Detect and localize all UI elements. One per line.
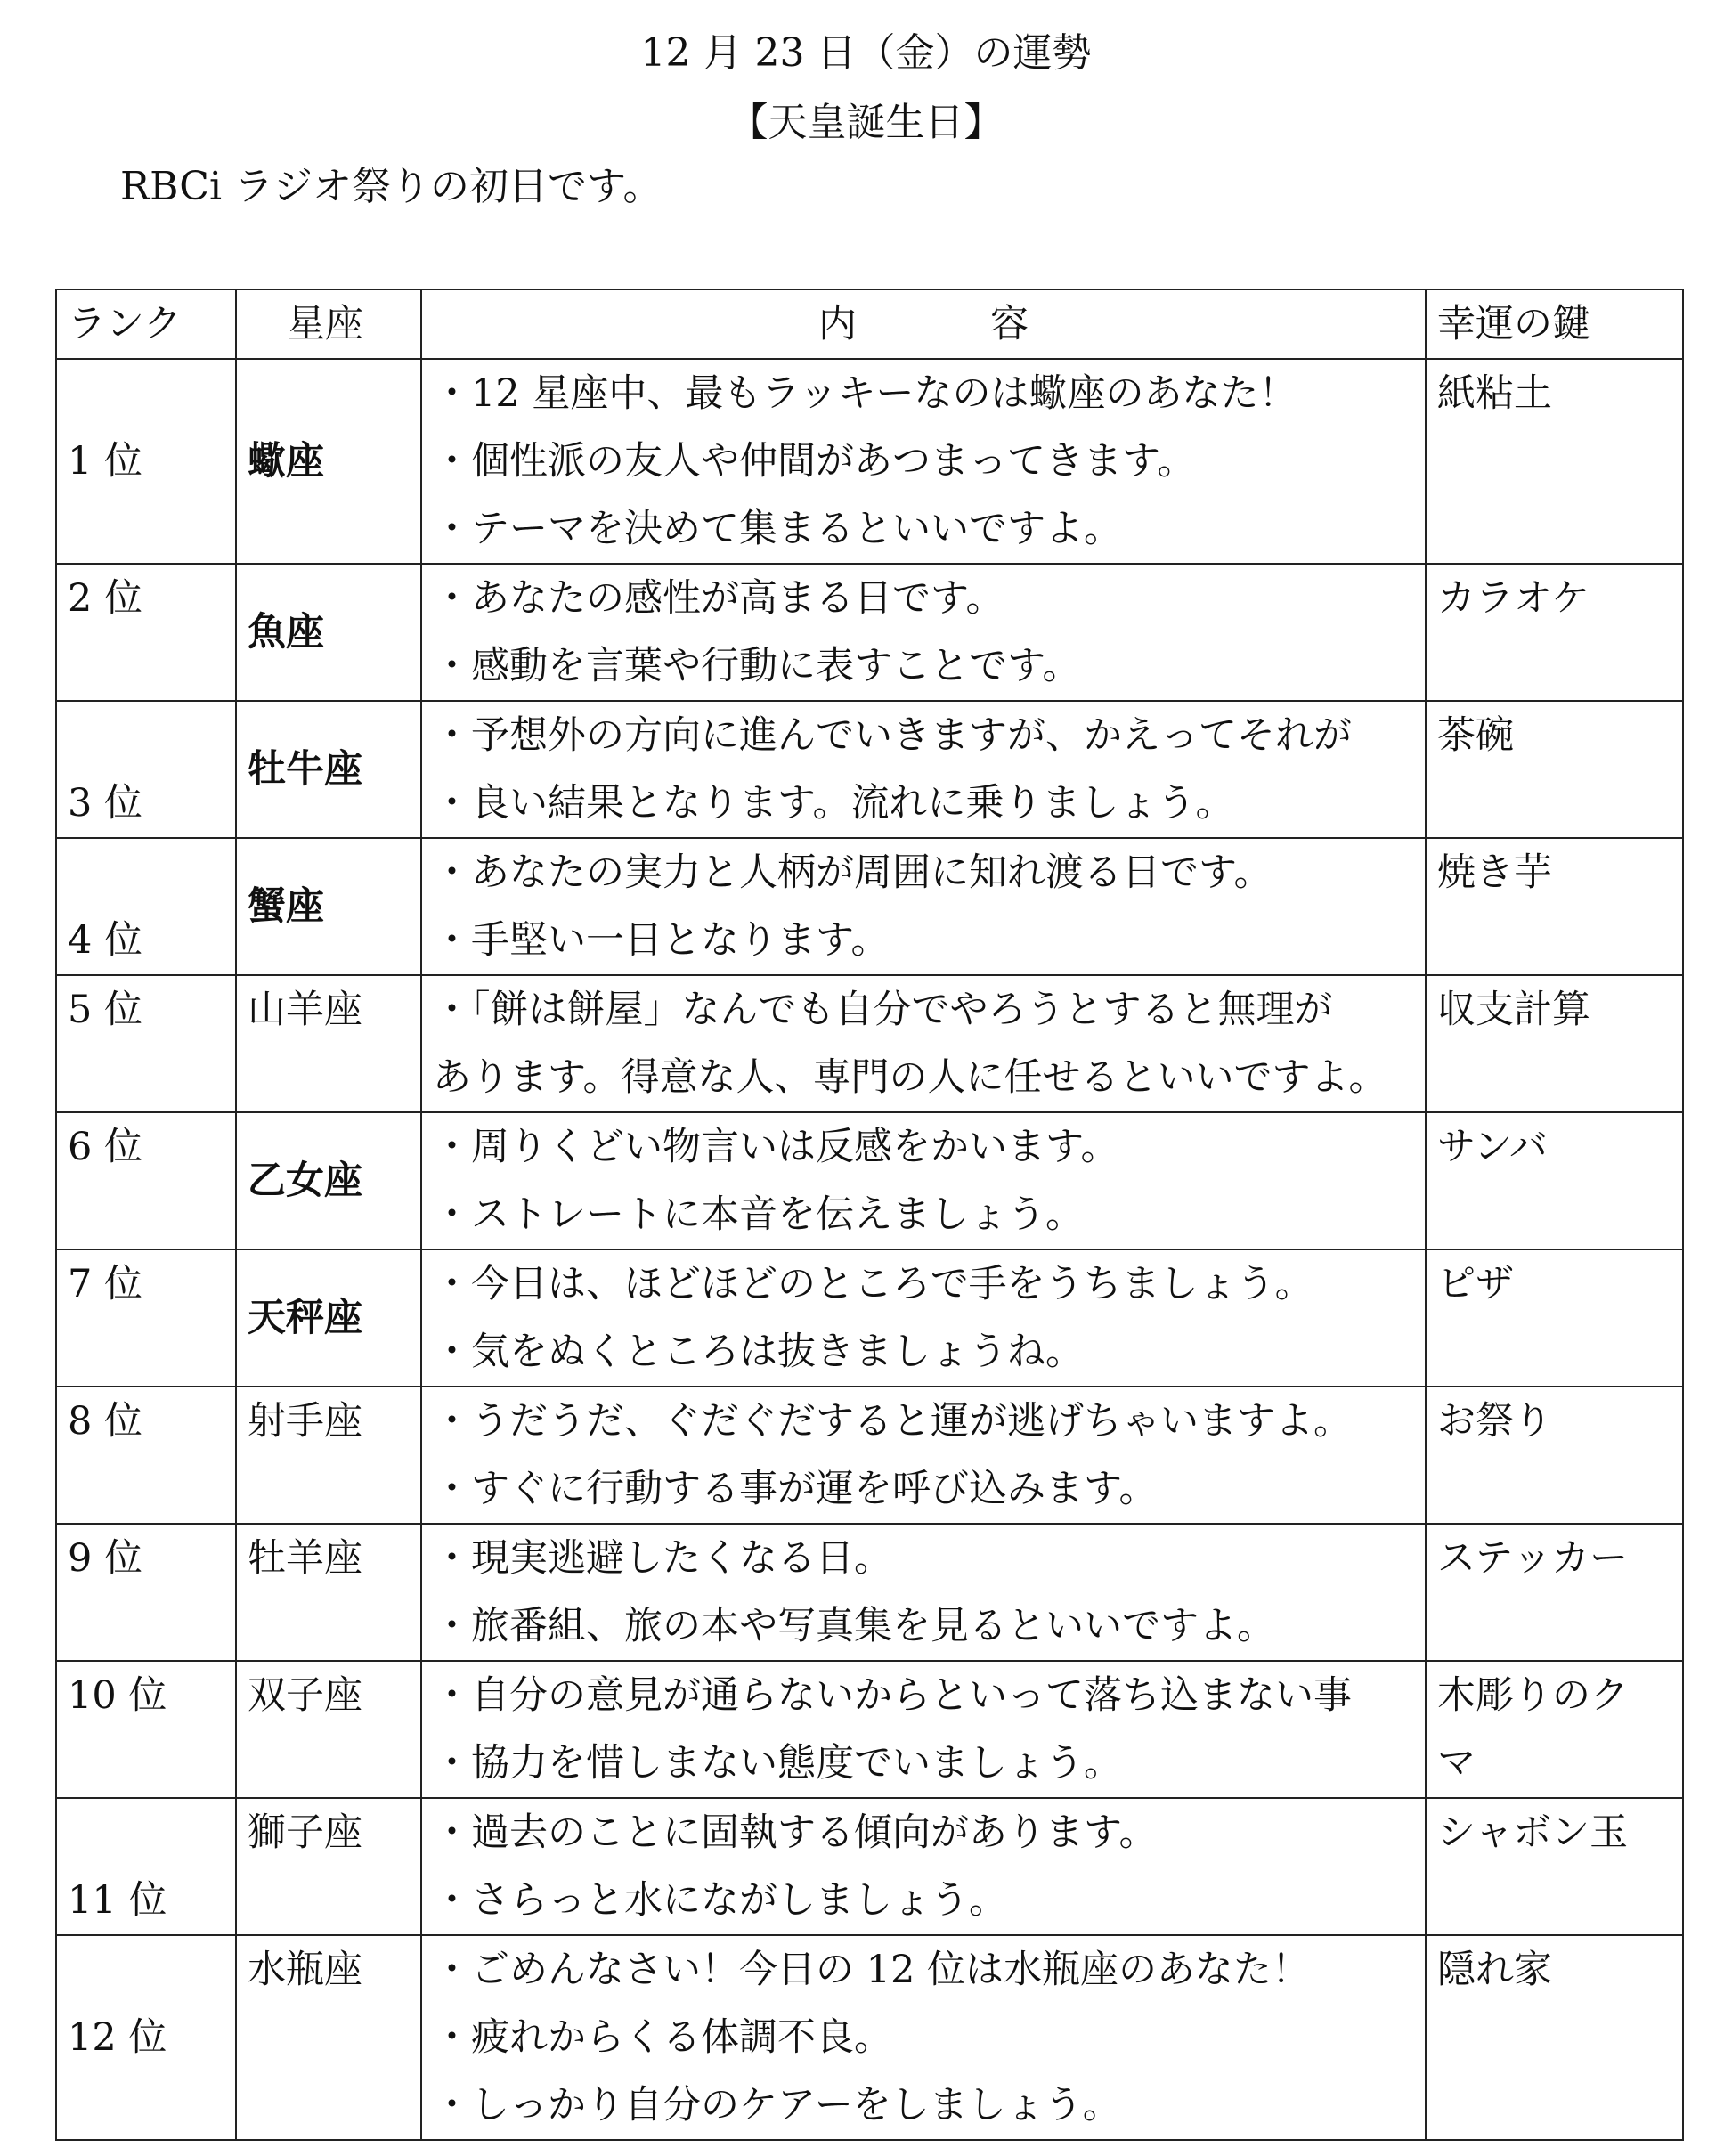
content-line: ・現実逃避したくなる日。 (433, 1536, 892, 1581)
rank-cell: 2 位 (56, 564, 236, 701)
sign-cell: 牡羊座 (236, 1524, 421, 1661)
table-header-row (56, 289, 1683, 359)
lucky-key-cell: 紙粘土 (1426, 359, 1683, 564)
content-line: ・今日は、ほどほどのところで手をうちましょう。 (433, 1262, 1313, 1306)
sign-cell: 水瓶座 (236, 1935, 421, 2140)
content-line: ・「餅は餅屋」なんでも自分でやろうとすると無理が (433, 988, 1333, 1032)
table-row (56, 1249, 1683, 1387)
content-line: ・予想外の方向に進んでいきますが、かえってそれが (433, 713, 1352, 758)
content-line: ・しっかり自分のケアーをしましょう。 (433, 2083, 1121, 2128)
intro-text: RBCi ラジオ祭りの初日です。 (120, 164, 663, 209)
content-cell (421, 1524, 1426, 1661)
content-line: ・テーマを決めて集まるといいですよ。 (433, 507, 1122, 551)
lucky-key-line: 木彫りのク (1437, 1673, 1629, 1718)
column-header-content-b: 容 (990, 302, 1029, 346)
lucky-key-cell: 隠れ家 (1426, 1935, 1683, 2140)
rank-cell: 11 位 (56, 1798, 236, 1935)
table-row (56, 838, 1683, 975)
content-line: ・あなたの感性が高まる日です。 (433, 576, 1004, 621)
table-row (56, 1798, 1683, 1935)
sign-cell: 乙女座 (236, 1112, 421, 1249)
content-line: ・良い結果となります。流れに乗りましょう。 (433, 781, 1234, 826)
rank-cell: 7 位 (56, 1249, 236, 1387)
table-row (56, 564, 1683, 701)
sign-cell: 射手座 (236, 1387, 421, 1524)
content-cell (421, 1249, 1426, 1387)
content-line: ・12 星座中、最もラッキーなのは蠍座のあなた！ (433, 371, 1297, 416)
content-line: ・協力を惜しまない態度でいましょう。 (433, 1741, 1122, 1786)
lucky-key-cell: サンバ (1426, 1112, 1683, 1249)
content-line: ・さらっと水にながしましょう。 (433, 1878, 1007, 1923)
table-row (56, 1524, 1683, 1661)
content-line: ・個性派の友人や仲間があつまってきます。 (433, 439, 1196, 484)
rank-cell: 12 位 (56, 1935, 236, 2140)
content-cell (421, 1935, 1426, 2140)
lucky-key-cell: カラオケ (1426, 564, 1683, 701)
column-header-key: 幸運の鍵 (1426, 289, 1683, 359)
column-header-content (421, 289, 1426, 359)
content-line: ・感動を言葉や行動に表すことです。 (433, 644, 1081, 688)
column-header-sign: 星座 (236, 289, 421, 359)
lucky-key-cell (1426, 1661, 1683, 1798)
content-cell (421, 1112, 1426, 1249)
sign-cell: 獅子座 (236, 1798, 421, 1935)
rank-cell: 3 位 (56, 701, 236, 838)
content-cell (421, 1387, 1426, 1524)
content-line: ・疲れからくる体調不良。 (433, 2015, 892, 2060)
content-line: ・すぐに行動する事が運を呼び込みます。 (433, 1467, 1158, 1511)
lucky-key-cell: 焼き芋 (1426, 838, 1683, 975)
table-row (56, 1661, 1683, 1798)
page-title: 12 月 23 日（金）の運勢 (640, 30, 1092, 76)
content-line: ・自分の意見が通らないからといって落ち込まない事 (433, 1673, 1352, 1718)
content-line: ・旅番組、旅の本や写真集を見るといいですよ。 (433, 1604, 1275, 1648)
lucky-key-cell: シャボン玉 (1426, 1798, 1683, 1935)
holiday-subtitle: 【天皇誕生日】 (728, 100, 1004, 145)
content-line: ・周りくどい物言いは反感をかいます。 (433, 1125, 1119, 1169)
content-line: ・ごめんなさい！今日の 12 位は水瓶座のあなた！ (433, 1948, 1311, 1992)
table-row (56, 701, 1683, 838)
sign-cell: 魚座 (236, 564, 421, 701)
column-header-rank: ランク (56, 289, 236, 359)
lucky-key-cell: ピザ (1426, 1249, 1683, 1387)
content-line: ・うだうだ、ぐだぐだすると運が逃げちゃいますよ。 (433, 1399, 1352, 1444)
table-row (56, 359, 1683, 564)
rank-cell: 4 位 (56, 838, 236, 975)
content-line: ・あなたの実力と人柄が周囲に知れ渡る日です。 (433, 850, 1273, 895)
content-cell (421, 838, 1426, 975)
content-cell (421, 1798, 1426, 1935)
sign-cell: 双子座 (236, 1661, 421, 1798)
lucky-key-cell: ステッカー (1426, 1524, 1683, 1661)
rank-cell: 10 位 (56, 1661, 236, 1798)
sign-cell: 牡牛座 (236, 701, 421, 838)
lucky-key-cell: 収支計算 (1426, 975, 1683, 1112)
content-line: ・気をぬくところは抜きましょうね。 (433, 1330, 1084, 1374)
table-row (56, 1387, 1683, 1524)
rank-cell: 9 位 (56, 1524, 236, 1661)
content-cell (421, 1661, 1426, 1798)
rank-cell: 8 位 (56, 1387, 236, 1524)
sign-cell: 山羊座 (236, 975, 421, 1112)
rank-cell: 1 位 (56, 359, 236, 564)
content-line: ・手堅い一日となります。 (433, 918, 890, 963)
sign-cell: 蟹座 (236, 838, 421, 975)
sign-cell: 天秤座 (236, 1249, 421, 1387)
column-header-content-a: 内 (818, 302, 857, 346)
table-row (56, 1112, 1683, 1249)
fortune-table (55, 289, 1684, 2141)
lucky-key-line: マ (1437, 1741, 1476, 1786)
table-row (56, 975, 1683, 1112)
content-cell (421, 564, 1426, 701)
lucky-key-cell: 茶碗 (1426, 701, 1683, 838)
table-row (56, 1935, 1683, 2140)
content-line: ・ストレートに本音を伝えましょう。 (433, 1192, 1084, 1237)
content-cell (421, 359, 1426, 564)
rank-cell: 5 位 (56, 975, 236, 1112)
content-cell (421, 701, 1426, 838)
content-line: ・過去のことに固執する傾向があります。 (433, 1810, 1158, 1855)
rank-cell: 6 位 (56, 1112, 236, 1249)
lucky-key-cell: お祭り (1426, 1387, 1683, 1524)
sign-cell: 蠍座 (236, 359, 421, 564)
content-cell (421, 975, 1426, 1112)
content-line: あります。得意な人、専門の人に任せるといいですよ。 (433, 1055, 1387, 1100)
